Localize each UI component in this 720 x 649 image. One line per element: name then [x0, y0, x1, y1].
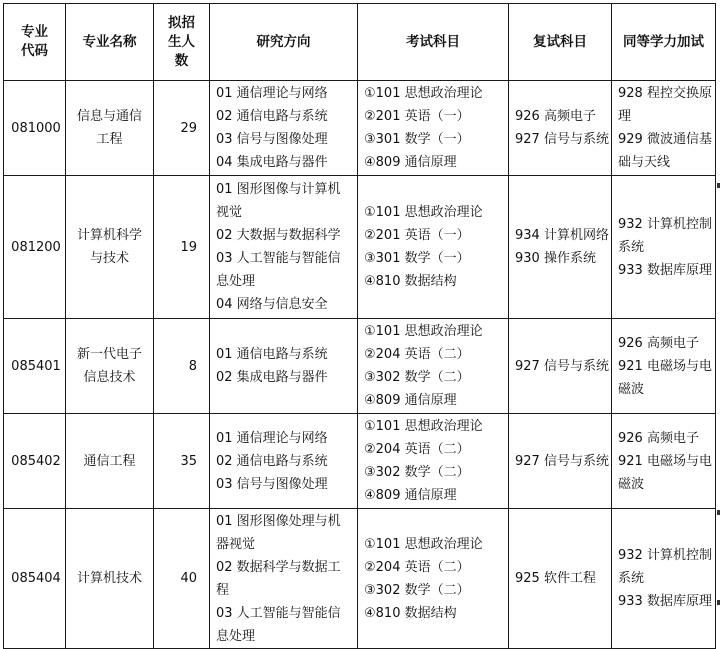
cell-line: 计算机科学 [76, 228, 142, 243]
cell-line: 02 集成电路与器件 [216, 370, 328, 385]
cell-line: 02 通信电路与系统 [216, 109, 328, 124]
cell-line: 工程 [96, 132, 123, 147]
cell-line: 932 计算机控制 [618, 216, 712, 232]
extra-exam-subjects [612, 509, 716, 649]
cell-line: ①101 思想政治理论 [364, 324, 483, 339]
table-row [4, 509, 716, 649]
cell-line: ②201 英语（一） [364, 228, 470, 243]
cell-line: 磁波 [618, 476, 645, 492]
cell-line: 视觉 [216, 205, 243, 220]
cell-line: 01 通信理论与网络 [216, 86, 328, 101]
cell-line: 础与天线 [618, 155, 671, 170]
program-name [66, 319, 154, 414]
research-directions [210, 319, 358, 414]
quota: 19 [154, 176, 210, 319]
admissions-table [3, 3, 716, 649]
cell-line: ④809 通信原理 [364, 155, 457, 170]
quota: 29 [154, 81, 210, 176]
table-row [4, 176, 716, 319]
cell-line: 927 信号与系统 [515, 132, 609, 147]
cell-line: ③302 数学（二） [364, 465, 470, 480]
cell-line: ④809 通信原理 [364, 393, 457, 408]
program-name [66, 176, 154, 319]
header-retest: 复试科目 [509, 4, 612, 81]
cell-line: 系统 [618, 571, 645, 586]
cell-line: ③301 数学（一） [364, 132, 470, 147]
exam-subjects [358, 509, 509, 649]
cell-line: ②201 英语（一） [364, 109, 470, 124]
research-directions [210, 81, 358, 176]
exam-subjects [358, 414, 509, 509]
cell-line: 器视觉 [216, 536, 256, 552]
retest-subjects [509, 319, 612, 414]
cell-line: 通信工程 [83, 453, 136, 469]
cell-line: 系统 [618, 239, 645, 255]
retest-subjects [509, 414, 612, 509]
cell-line: 01 图形图像处理与机 [216, 513, 341, 529]
cell-line: 03 人工智能与智能信 [216, 251, 341, 266]
cell-line: ④810 数据结构 [364, 274, 457, 289]
header-row [4, 4, 716, 81]
cell-line: ①101 思想政治理论 [364, 419, 483, 434]
program-code: 085401 [4, 319, 66, 414]
research-directions [210, 414, 358, 509]
exam-subjects [358, 81, 509, 176]
cell-line: 932 计算机控制 [618, 548, 712, 563]
retest-subjects [509, 176, 612, 319]
table-row [4, 81, 716, 176]
cell-line: ③302 数学（二） [364, 370, 470, 385]
cell-line: 934 计算机网络 [515, 228, 609, 243]
cell-line: 921 电磁场与电 [618, 453, 712, 469]
cell-line: 01 图形图像与计算机 [216, 182, 341, 197]
cell-line: 信息技术 [83, 370, 136, 385]
table-row [4, 319, 716, 414]
cell-line: 927 信号与系统 [515, 358, 609, 374]
cell-line: 03 人工智能与智能信 [216, 605, 341, 621]
quota: 8 [154, 319, 210, 414]
extra-exam-subjects [612, 81, 716, 176]
extra-exam-subjects [612, 319, 716, 414]
program-code: 085404 [4, 509, 66, 649]
cell-line: ④810 数据结构 [364, 605, 457, 621]
cell-line: ①101 思想政治理论 [364, 536, 483, 552]
quota: 35 [154, 414, 210, 509]
header-direction: 研究方向 [210, 4, 358, 81]
header-name: 专业名称 [66, 4, 154, 81]
cell-line: 926 高频电子 [618, 335, 699, 351]
cell-line: 925 软件工程 [515, 571, 596, 586]
cell-line: 933 数据库原理 [618, 262, 712, 278]
cell-line: 04 集成电路与器件 [216, 155, 328, 170]
cell-line: 新一代电子 [76, 347, 142, 362]
header-quota: 拟招 生人 数 [154, 4, 210, 81]
cell-line: 理 [618, 109, 632, 124]
program-name [66, 414, 154, 509]
cell-line: 926 高频电子 [515, 109, 596, 124]
program-code: 081200 [4, 176, 66, 319]
research-directions [210, 509, 358, 649]
extra-exam-subjects [612, 176, 716, 319]
header-exam: 考试科目 [358, 4, 509, 81]
cell-line: ③302 数学（二） [364, 582, 470, 598]
program-code: 085402 [4, 414, 66, 509]
cell-line: 921 电磁场与电 [618, 358, 712, 374]
retest-subjects [509, 509, 612, 649]
program-code: 081000 [4, 81, 66, 176]
cell-line: ②204 英语（二） [364, 347, 470, 362]
cell-line: 02 数据科学与数据工 [216, 559, 341, 575]
cell-line: 与技术 [89, 251, 129, 266]
exam-subjects [358, 319, 509, 414]
cell-line: 计算机技术 [76, 571, 142, 586]
program-name [66, 81, 154, 176]
cell-line: 02 通信电路与系统 [216, 453, 328, 469]
cell-line: 928 程控交换原 [618, 86, 712, 101]
cell-line: 01 通信理论与网络 [216, 430, 328, 446]
cell-line: 信息与通信 [76, 109, 142, 124]
header-extra: 同等学力加试 [612, 4, 716, 81]
header-code: 专业 代码 [4, 4, 66, 81]
cell-line: ①101 思想政治理论 [364, 205, 483, 220]
cell-line: 03 信号与图像处理 [216, 132, 328, 147]
cell-line: ②204 英语（二） [364, 442, 470, 457]
cell-line: ③301 数学（一） [364, 251, 470, 266]
cell-line: 息处理 [216, 274, 256, 289]
cell-line: ①101 思想政治理论 [364, 86, 483, 101]
cell-line: 03 信号与图像处理 [216, 476, 328, 492]
cell-line: 929 微波通信基 [618, 132, 712, 147]
extra-exam-subjects [612, 414, 716, 509]
cell-line: 息处理 [216, 628, 256, 644]
cell-line: 02 大数据与数据科学 [216, 228, 341, 243]
exam-subjects [358, 176, 509, 319]
cell-line: 程 [216, 582, 230, 598]
cell-line: 926 高频电子 [618, 430, 699, 446]
cell-line: 04 网络与信息安全 [216, 297, 328, 312]
program-name [66, 509, 154, 649]
research-directions [210, 176, 358, 319]
retest-subjects [509, 81, 612, 176]
quota: 40 [154, 509, 210, 649]
cell-line: ④809 通信原理 [364, 488, 457, 503]
cell-line: ②204 英语（二） [364, 559, 470, 575]
cell-line: 933 数据库原理 [618, 594, 712, 609]
cell-line: 927 信号与系统 [515, 453, 609, 469]
table-row [4, 414, 716, 509]
cell-line: 01 通信电路与系统 [216, 347, 328, 362]
cell-line: 930 操作系统 [515, 251, 596, 266]
cell-line: 磁波 [618, 381, 645, 397]
